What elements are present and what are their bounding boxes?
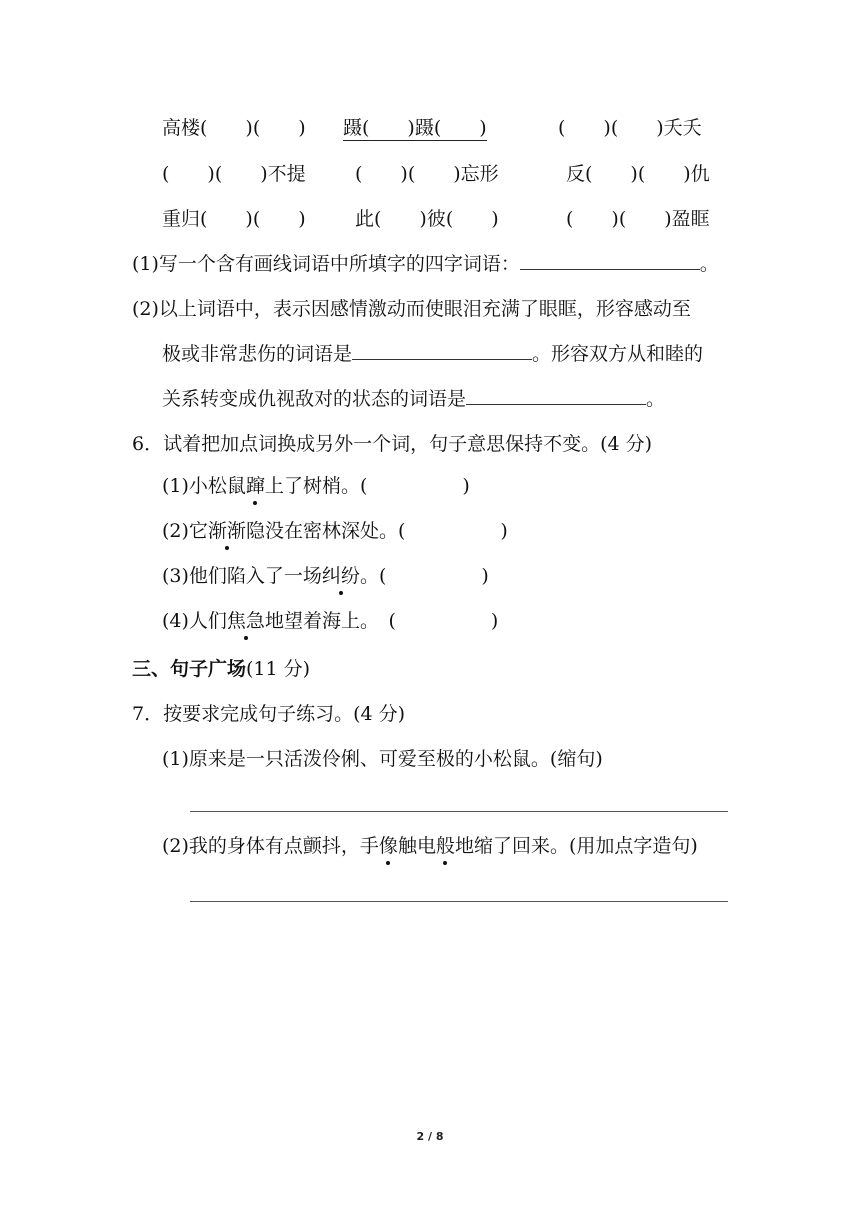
answer-blank[interactable]	[352, 341, 532, 360]
item-text: 地缩了回来。(用加点字造句)	[454, 835, 698, 857]
section-3-heading	[132, 655, 310, 683]
question-6-item-4	[162, 607, 498, 635]
question-6-title: 6．试着把加点词换成另外一个词，句子意思保持不变。(4 分)	[132, 433, 653, 455]
question-end: 。	[699, 253, 719, 275]
question-6-item-1	[162, 472, 470, 500]
fill-item-2c: 反( )( )仇	[566, 163, 710, 185]
section-score: (11 分)	[246, 658, 311, 680]
fill-item-1a: 高楼( )( )	[162, 117, 306, 139]
item-text: 。( )	[359, 565, 489, 587]
item-text: (3)他们陷入了一场	[162, 565, 322, 587]
question-5-2-line3	[162, 385, 665, 413]
item-text: (2)它	[162, 520, 208, 542]
question-5-2-line2	[162, 340, 703, 368]
dotted-word: 焦急	[227, 607, 265, 635]
question-6-item-2	[162, 517, 508, 545]
question-7-item-2	[162, 832, 698, 860]
question-7-item-1: (1)原来是一只活泼伶俐、可爱至极的小松鼠。(缩句)	[162, 748, 603, 770]
dotted-char: 像	[379, 832, 398, 860]
answer-blank[interactable]	[520, 251, 700, 270]
fill-item-3b: 此( )彼( )	[355, 208, 499, 230]
item-text: 隐没在密林深处。( )	[245, 520, 508, 542]
dotted-char: 般	[436, 832, 455, 860]
fill-item-1b	[343, 114, 487, 142]
question-text: 。形容双方从和睦的	[532, 343, 704, 365]
item-text: (2)我的身体有点颤抖，手	[162, 835, 379, 857]
fill-item-3a: 重归( )( )	[162, 208, 306, 230]
question-5-1	[132, 250, 719, 278]
dotted-word: 蹿	[246, 472, 265, 500]
fill-item-2b: ( )( )忘形	[355, 163, 499, 185]
question-5-2-line1: (2)以上词语中，表示因感情激动而使眼泪充满了眼眶，形容感动至	[132, 298, 691, 320]
answer-line-1[interactable]	[190, 811, 728, 812]
fill-item-2a: ( )( )不提	[162, 163, 306, 185]
answer-blank[interactable]	[466, 386, 646, 405]
item-text: (1)小松鼠	[162, 475, 246, 497]
answer-line-2[interactable]	[190, 901, 728, 902]
fill-item-1c: ( )( )夭夭	[558, 117, 702, 139]
item-text: 地望着海上。 ( )	[264, 610, 499, 632]
dotted-word: 纠纷	[322, 562, 360, 590]
dotted-word: 渐渐	[208, 517, 246, 545]
question-text: 关系转变成仇视敌对的状态的词语是	[162, 388, 467, 410]
fill-item-3c: ( )( )盈眶	[566, 208, 710, 230]
underlined-word: 蹑( )蹑( )	[343, 117, 487, 139]
item-text: (4)人们	[162, 610, 227, 632]
question-6-item-3	[162, 562, 489, 590]
question-text: 极或非常悲伤的词语是	[162, 343, 353, 365]
question-end: 。	[646, 388, 666, 410]
item-text: 触电	[397, 835, 436, 857]
section-title: 三、句子广场	[132, 658, 247, 680]
question-text: (1)写一个含有画线词语中所填字的四字词语：	[132, 253, 520, 275]
page-number: 2 / 8	[416, 1130, 444, 1143]
question-7-title: 7．按要求完成句子练习。(4 分)	[132, 703, 406, 725]
item-text: 上了树梢。( )	[264, 475, 470, 497]
